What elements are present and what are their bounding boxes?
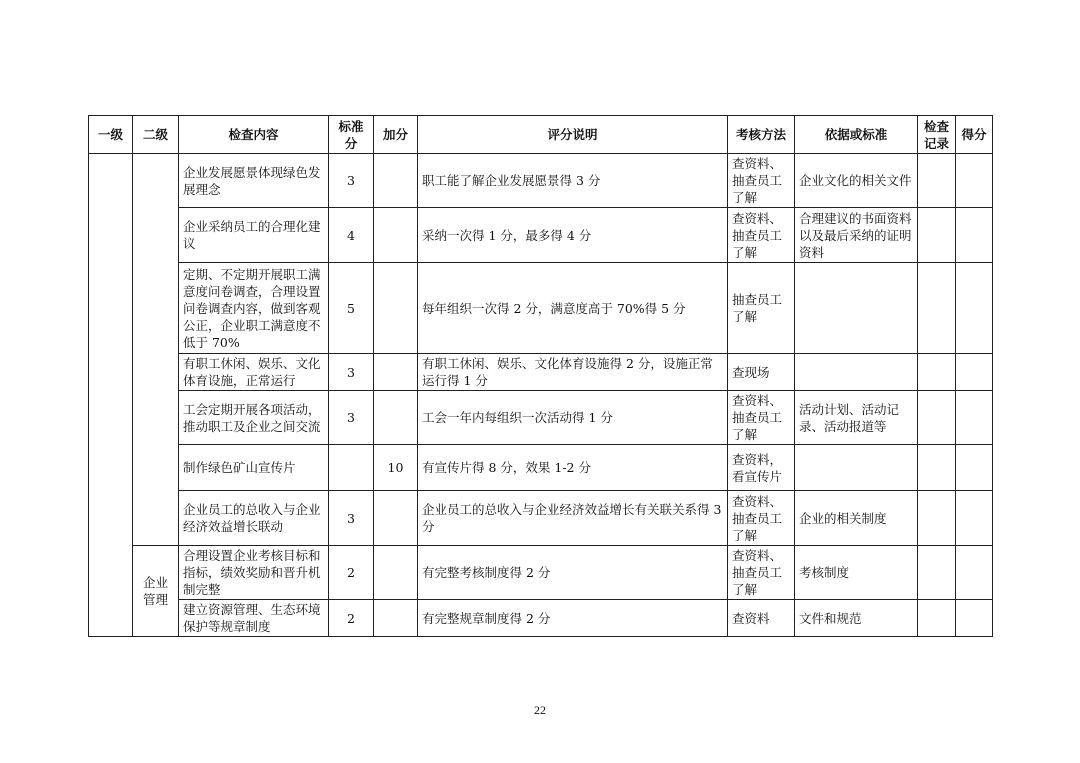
table-row <box>89 445 993 491</box>
score-cell <box>956 391 993 445</box>
table-row <box>89 546 993 600</box>
scoring-cell: 采纳一次得 1 分，最多得 4 分 <box>418 208 728 263</box>
table-row <box>89 354 993 391</box>
content-cell: 工会定期开展各项活动，推动职工及企业之间交流 <box>179 391 329 445</box>
header-bonus: 加分 <box>374 116 418 154</box>
basis-cell <box>795 445 918 491</box>
method-cell: 查资料、抽查员工了解 <box>728 491 795 546</box>
bonus-cell <box>374 208 418 263</box>
bonus-cell <box>374 154 418 208</box>
method-cell: 查资料、抽查员工了解 <box>728 208 795 263</box>
basis-cell <box>795 263 918 354</box>
level2-cell-blank <box>133 154 179 546</box>
standard-cell: 3 <box>329 391 374 445</box>
method-cell: 查资料，看宣传片 <box>728 445 795 491</box>
header-level2: 二级 <box>133 116 179 154</box>
inspection-table <box>88 115 993 637</box>
table-row <box>89 391 993 445</box>
level1-cell <box>89 154 133 637</box>
content-cell: 制作绿色矿山宣传片 <box>179 445 329 491</box>
record-cell <box>918 154 956 208</box>
method-cell: 查资料 <box>728 600 795 637</box>
standard-cell: 3 <box>329 354 374 391</box>
record-cell <box>918 354 956 391</box>
bonus-cell <box>374 600 418 637</box>
standard-cell: 3 <box>329 491 374 546</box>
scoring-cell: 有宣传片得 8 分，效果 1-2 分 <box>418 445 728 491</box>
header-standard: 标准分 <box>329 116 374 154</box>
score-cell <box>956 208 993 263</box>
header-record: 检查记录 <box>918 116 956 154</box>
method-cell: 查现场 <box>728 354 795 391</box>
header-basis: 依据或标准 <box>795 116 918 154</box>
score-cell <box>956 491 993 546</box>
header-scoring: 评分说明 <box>418 116 728 154</box>
bonus-cell <box>374 354 418 391</box>
content-cell: 合理设置企业考核目标和指标，绩效奖励和晋升机制完整 <box>179 546 329 600</box>
content-cell: 有职工休闲、娱乐、文化体育设施，正常运行 <box>179 354 329 391</box>
score-cell <box>956 445 993 491</box>
record-cell <box>918 600 956 637</box>
table-row <box>89 600 993 637</box>
scoring-cell: 工会一年内每组织一次活动得 1 分 <box>418 391 728 445</box>
record-cell <box>918 445 956 491</box>
method-cell: 查资料、抽查员工了解 <box>728 391 795 445</box>
score-cell <box>956 263 993 354</box>
scoring-cell: 有职工休闲、娱乐、文化体育设施得 2 分，设施正常运行得 1 分 <box>418 354 728 391</box>
header-level1: 一级 <box>89 116 133 154</box>
table-row <box>89 208 993 263</box>
header-row <box>89 116 993 154</box>
record-cell <box>918 491 956 546</box>
table-row <box>89 154 993 208</box>
method-cell: 抽查员工了解 <box>728 263 795 354</box>
table-row <box>89 263 993 354</box>
bonus-cell: 10 <box>374 445 418 491</box>
basis-cell: 企业的相关制度 <box>795 491 918 546</box>
table-row <box>89 491 993 546</box>
scoring-cell: 有完整规章制度得 2 分 <box>418 600 728 637</box>
standard-cell: 2 <box>329 546 374 600</box>
basis-cell: 考核制度 <box>795 546 918 600</box>
content-cell: 企业员工的总收入与企业经济效益增长联动 <box>179 491 329 546</box>
content-cell: 定期、不定期开展职工满意度问卷调查，合理设置问卷调查内容，做到客观公正，企业职工满意度不低于 70% <box>179 263 329 354</box>
score-cell <box>956 354 993 391</box>
scoring-cell: 每年组织一次得 2 分，满意度高于 70%得 5 分 <box>418 263 728 354</box>
scoring-cell: 职工能了解企业发展愿景得 3 分 <box>418 154 728 208</box>
header-content: 检查内容 <box>179 116 329 154</box>
record-cell <box>918 391 956 445</box>
group-label-cell: 企业管理 <box>133 546 179 637</box>
basis-cell: 活动计划、活动记录、活动报道等 <box>795 391 918 445</box>
record-cell <box>918 208 956 263</box>
method-cell: 查资料、抽查员工了解 <box>728 154 795 208</box>
method-cell: 查资料、抽查员工了解 <box>728 546 795 600</box>
basis-cell: 企业文化的相关文件 <box>795 154 918 208</box>
standard-cell: 2 <box>329 600 374 637</box>
record-cell <box>918 263 956 354</box>
bonus-cell <box>374 263 418 354</box>
content-cell: 企业发展愿景体现绿色发展理念 <box>179 154 329 208</box>
standard-cell: 5 <box>329 263 374 354</box>
basis-cell: 合理建议的书面资料以及最后采纳的证明资料 <box>795 208 918 263</box>
bonus-cell <box>374 546 418 600</box>
score-cell <box>956 154 993 208</box>
page-number: 22 <box>534 703 546 717</box>
bonus-cell <box>374 491 418 546</box>
bonus-cell <box>374 391 418 445</box>
content-cell: 建立资源管理、生态环境保护等规章制度 <box>179 600 329 637</box>
content-cell: 企业采纳员工的合理化建议 <box>179 208 329 263</box>
basis-cell <box>795 354 918 391</box>
header-method: 考核方法 <box>728 116 795 154</box>
scoring-cell: 企业员工的总收入与企业经济效益增长有关联关系得 3 分 <box>418 491 728 546</box>
basis-cell: 文件和规范 <box>795 600 918 637</box>
standard-cell: 3 <box>329 154 374 208</box>
standard-cell: 4 <box>329 208 374 263</box>
record-cell <box>918 546 956 600</box>
score-cell <box>956 546 993 600</box>
score-cell <box>956 600 993 637</box>
scoring-cell: 有完整考核制度得 2 分 <box>418 546 728 600</box>
standard-cell <box>329 445 374 491</box>
header-score: 得分 <box>956 116 993 154</box>
